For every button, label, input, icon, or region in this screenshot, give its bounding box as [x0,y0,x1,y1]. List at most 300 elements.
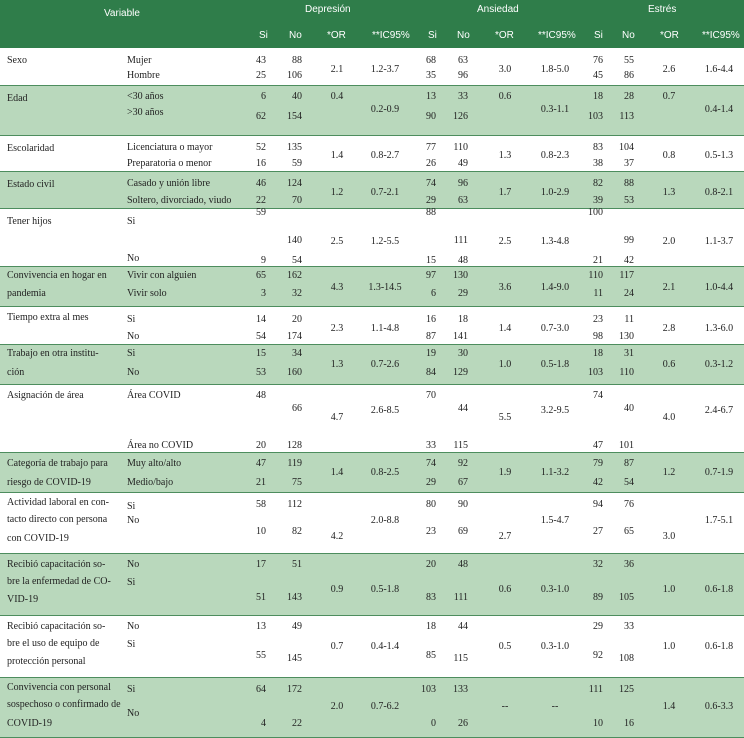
str-si-value: 10 [593,718,603,729]
row-variable-label: sospechoso o confirmado de [7,699,121,710]
str-si-value: 76 [593,55,603,66]
str-no-value: 88 [624,178,634,189]
table-row [0,172,744,209]
str-si-value: 47 [593,440,603,451]
anx-ic-value: 0.3-1.0 [540,641,570,652]
row-variable-label: Asignación de área [7,390,84,401]
anx-or-value: 1.3 [498,150,512,161]
dep-ic-value: 0.4-1.4 [370,641,400,652]
row-category-label: Hombre [127,70,160,81]
anx-si-value: 13 [426,91,436,102]
anx-no-value: 29 [458,288,468,299]
str-or-value: 2.6 [662,64,676,75]
anx-si-value: 88 [426,207,436,218]
anx-or-value: -- [501,701,509,712]
anx-or-value: 0.6 [498,91,512,102]
row-variable-label: Edad [7,93,28,104]
str-no-value: 113 [619,111,634,122]
str-or-value: 2.0 [662,236,676,247]
str-ic-value: 2.4-6.7 [704,405,734,416]
str-ic-value: 1.0-4.4 [704,282,734,293]
anx-ic-value: 1.4-9.0 [540,282,570,293]
row-variable-label: Categoría de trabajo para [7,458,108,469]
dep-ic-value: 2.6-8.5 [370,405,400,416]
str-si-value: 82 [593,178,603,189]
str-no-value: 36 [624,559,634,570]
header-group-estres: Estrés [648,4,677,15]
dep-si-value: 53 [256,367,266,378]
str-si-value: 110 [588,270,603,281]
str-or-value: 1.0 [662,641,676,652]
dep-no-value: 128 [287,440,302,451]
str-si-value: 92 [593,650,603,661]
str-no-value: 76 [624,499,634,510]
dep-or-value: 1.4 [330,467,344,478]
row-variable-label: ción [7,367,25,378]
str-si-value: 94 [593,499,603,510]
table-header [0,0,744,48]
row-variable-label: tacto directo con persona [7,514,108,525]
table-row [0,453,744,493]
dep-no-value: 34 [292,348,302,359]
dep-no-value: 66 [292,403,302,414]
dep-no-value: 145 [287,653,302,664]
anx-no-value: 141 [453,331,468,342]
row-variable-label: Sexo [7,55,27,66]
dep-si-value: 64 [256,684,266,695]
str-no-value: 117 [619,270,634,281]
row-variable-label: Recibió capacitación so- [7,559,106,570]
str-ic-value: 1.3-6.0 [704,323,734,334]
anx-no-value: 110 [453,142,468,153]
dep-si-value: 25 [256,70,266,81]
anx-no-value: 96 [458,70,468,81]
anx-ic-value: 1.0-2.9 [540,187,570,198]
dep-si-value: 13 [256,621,266,632]
row-category-label: Si [127,639,136,650]
dep-ic-value: 1.2-5.5 [370,236,400,247]
str-no-value: 105 [619,592,634,603]
str-ic-value: 0.6-1.8 [704,584,734,595]
dep-no-value: 112 [287,499,302,510]
row-category-label: No [127,367,140,378]
anx-ic-value: 0.8-2.3 [540,150,570,161]
str-si-value: 23 [593,314,603,325]
table-row [0,385,744,453]
row-category-label: Soltero, divorciado, viudo [127,195,232,206]
str-or-value: 1.2 [662,467,676,478]
row-variable-label: Tiempo extra al mes [7,312,89,323]
anx-si-value: 33 [426,440,436,451]
dep-ic-value: 0.5-1.8 [370,584,400,595]
dep-no-value: 106 [287,70,302,81]
str-or-value: 3.0 [662,531,676,542]
dep-or-value: 0.7 [330,641,344,652]
anx-or-value: 0.5 [498,641,512,652]
dep-si-value: 15 [256,348,266,359]
anx-no-value: 115 [453,653,468,664]
row-category-label: Vivir solo [127,288,167,299]
dep-si-value: 4 [261,718,266,729]
dep-ic-value: 0.7-6.2 [370,701,400,712]
str-si-value: 21 [593,255,603,266]
anx-no-value: 33 [458,91,468,102]
dep-si-value: 55 [256,650,266,661]
anx-no-value: 90 [458,499,468,510]
row-category-label: No [127,515,140,526]
row-category-label: Vivir con alguien [127,270,197,281]
str-si-value: 98 [593,331,603,342]
anx-si-value: 83 [426,592,436,603]
str-no-value: 104 [619,142,634,153]
str-no-value: 53 [624,195,634,206]
dep-si-value: 43 [256,55,266,66]
str-ic-value: 0.8-2.1 [704,187,734,198]
str-ic-value: 0.6-1.8 [704,641,734,652]
str-no-value: 86 [624,70,634,81]
row-category-label: Si [127,348,136,359]
dep-no-value: 143 [287,592,302,603]
anx-no-value: 92 [458,458,468,469]
str-si-value: 103 [588,111,603,122]
anx-si-value: 85 [426,650,436,661]
str-or-value: 2.1 [662,282,676,293]
header-dep-or: *OR [327,30,346,41]
anx-si-value: 16 [426,314,436,325]
str-si-value: 11 [593,288,603,299]
dep-si-value: 9 [261,255,266,266]
dep-ic-value: 1.3-14.5 [368,282,402,293]
anx-si-value: 35 [426,70,436,81]
table-row [0,209,744,267]
row-variable-label: riesgo de COVID-19 [7,477,91,488]
str-or-value: 2.8 [662,323,676,334]
anx-no-value: 30 [458,348,468,359]
row-category-label: No [127,708,140,719]
dep-ic-value: 0.2-0.9 [370,104,400,115]
dep-si-value: 46 [256,178,266,189]
row-category-label: <30 años [127,91,164,102]
str-no-value: 11 [624,314,634,325]
row-category-label: Si [127,684,136,695]
anx-ic-value: -- [551,701,559,712]
dep-no-value: 82 [292,526,302,537]
dep-no-value: 124 [287,178,302,189]
header-str-ic: **IC95% [702,30,740,41]
anx-si-value: 29 [426,195,436,206]
row-variable-label: Actividad laboral en con- [7,497,109,508]
anx-no-value: 67 [458,477,468,488]
dep-no-value: 119 [287,458,302,469]
row-variable-label: pandemia [7,288,46,299]
str-ic-value: 1.6-4.4 [704,64,734,75]
anx-si-value: 70 [426,390,436,401]
str-si-value: 18 [593,91,603,102]
dep-no-value: 40 [292,91,302,102]
dep-or-value: 1.2 [330,187,344,198]
str-no-value: 110 [619,367,634,378]
str-no-value: 37 [624,158,634,169]
str-si-value: 18 [593,348,603,359]
table-row [0,493,744,554]
anx-ic-value: 1.8-5.0 [540,64,570,75]
dep-si-value: 54 [256,331,266,342]
str-no-value: 16 [624,718,634,729]
anx-or-value: 3.6 [498,282,512,293]
row-variable-label: Convivencia con personal [7,682,111,693]
row-category-label: No [127,331,140,342]
dep-si-value: 48 [256,390,266,401]
anx-or-value: 2.5 [498,236,512,247]
str-si-value: 83 [593,142,603,153]
header-variable: Variable [104,8,140,19]
anx-no-value: 133 [453,684,468,695]
row-variable-label: protección personal [7,656,86,667]
dep-no-value: 162 [287,270,302,281]
anx-si-value: 80 [426,499,436,510]
anx-no-value: 126 [453,111,468,122]
row-variable-label: bre el uso de equipo de [7,638,100,649]
dep-no-value: 51 [292,559,302,570]
dep-si-value: 47 [256,458,266,469]
dep-si-value: 51 [256,592,266,603]
anx-or-value: 2.7 [498,531,512,542]
dep-no-value: 20 [292,314,302,325]
str-no-value: 33 [624,621,634,632]
dep-ic-value: 1.1-4.8 [370,323,400,334]
row-variable-label: Tener hijos [7,216,52,227]
row-variable-label: Estado civil [7,179,55,190]
str-si-value: 74 [593,390,603,401]
anx-si-value: 0 [431,718,436,729]
dep-or-value: 4.7 [330,412,344,423]
str-si-value: 38 [593,158,603,169]
dep-or-value: 2.3 [330,323,344,334]
dep-no-value: 70 [292,195,302,206]
dep-or-value: 1.3 [330,359,344,370]
anx-ic-value: 1.1-3.2 [540,467,570,478]
anx-no-value: 63 [458,55,468,66]
dep-or-value: 4.2 [330,531,344,542]
row-category-label: No [127,253,140,264]
row-category-label: Mujer [127,55,152,66]
anx-ic-value: 1.5-4.7 [540,515,570,526]
dep-no-value: 54 [292,255,302,266]
dep-no-value: 140 [287,235,302,246]
anx-ic-value: 3.2-9.5 [540,405,570,416]
dep-no-value: 59 [292,158,302,169]
str-or-value: 1.0 [662,584,676,595]
row-category-label: >30 años [127,107,164,118]
str-si-value: 32 [593,559,603,570]
str-si-value: 42 [593,477,603,488]
table-row [0,307,744,345]
str-si-value: 45 [593,70,603,81]
str-si-value: 103 [588,367,603,378]
dep-no-value: 49 [292,621,302,632]
anx-si-value: 18 [426,621,436,632]
str-no-value: 108 [619,653,634,664]
header-dep-ic: **IC95% [372,30,410,41]
dep-si-value: 17 [256,559,266,570]
row-variable-label: Recibió capacitación so- [7,621,106,632]
anx-si-value: 20 [426,559,436,570]
str-ic-value: 0.4-1.4 [704,104,734,115]
dep-no-value: 135 [287,142,302,153]
dep-si-value: 3 [261,288,266,299]
str-si-value: 79 [593,458,603,469]
dep-si-value: 22 [256,195,266,206]
anx-or-value: 5.5 [498,412,512,423]
str-or-value: 4.0 [662,412,676,423]
anx-or-value: 0.6 [498,584,512,595]
row-category-label: Área no COVID [127,440,194,451]
row-category-label: Si [127,216,136,227]
row-category-label: Licenciatura o mayor [127,142,213,153]
str-ic-value: 0.6-3.3 [704,701,734,712]
row-variable-label: COVID-19 [7,718,52,729]
anx-si-value: 68 [426,55,436,66]
dep-or-value: 2.5 [330,236,344,247]
str-or-value: 0.6 [662,359,676,370]
str-no-value: 28 [624,91,634,102]
str-no-value: 130 [619,331,634,342]
anx-no-value: 44 [458,621,468,632]
row-variable-label: bre la enfermedad de CO- [7,576,111,587]
dep-no-value: 160 [287,367,302,378]
str-ic-value: 1.1-3.7 [704,236,734,247]
dep-or-value: 4.3 [330,282,344,293]
anx-si-value: 84 [426,367,436,378]
header-anx-si: Si [428,30,437,41]
str-no-value: 31 [624,348,634,359]
dep-si-value: 21 [256,477,266,488]
row-category-label: Muy alto/alto [127,458,182,469]
str-si-value: 100 [588,207,603,218]
anx-si-value: 23 [426,526,436,537]
anx-no-value: 26 [458,718,468,729]
str-si-value: 27 [593,526,603,537]
header-dep-no: No [289,30,302,41]
str-no-value: 101 [619,440,634,451]
str-no-value: 87 [624,458,634,469]
dep-si-value: 65 [256,270,266,281]
str-no-value: 125 [619,684,634,695]
row-category-label: Si [127,501,136,512]
str-or-value: 0.8 [662,150,676,161]
table-row [0,86,744,136]
dep-no-value: 154 [287,111,302,122]
dep-ic-value: 0.7-2.1 [370,187,400,198]
dep-no-value: 32 [292,288,302,299]
str-si-value: 89 [593,592,603,603]
str-no-value: 24 [624,288,634,299]
row-variable-label: Escolaridad [7,143,55,154]
anx-si-value: 19 [426,348,436,359]
dep-si-value: 59 [256,207,266,218]
anx-si-value: 90 [426,111,436,122]
dep-si-value: 16 [256,158,266,169]
anx-no-value: 115 [453,440,468,451]
anx-ic-value: 0.3-1.1 [540,104,570,115]
dep-no-value: 22 [292,718,302,729]
dep-no-value: 174 [287,331,302,342]
str-ic-value: 0.3-1.2 [704,359,734,370]
dep-no-value: 172 [287,684,302,695]
anx-si-value: 6 [431,288,436,299]
dep-ic-value: 0.8-2.7 [370,150,400,161]
anx-si-value: 29 [426,477,436,488]
row-category-label: Preparatoria o menor [127,158,212,169]
dep-or-value: 1.4 [330,150,344,161]
row-variable-label: con COVID-19 [7,533,69,544]
anx-no-value: 44 [458,403,468,414]
row-variable-label: Convivencia en hogar en [7,270,107,281]
str-no-value: 40 [624,403,634,414]
anx-or-value: 1.4 [498,323,512,334]
anx-no-value: 111 [453,235,468,246]
row-category-label: No [127,559,140,570]
row-category-label: Si [127,314,136,325]
str-or-value: 1.3 [662,187,676,198]
anx-si-value: 87 [426,331,436,342]
dep-ic-value: 0.8-2.5 [370,467,400,478]
str-ic-value: 0.7-1.9 [704,467,734,478]
anx-no-value: 63 [458,195,468,206]
dep-si-value: 52 [256,142,266,153]
row-category-label: No [127,621,140,632]
dep-si-value: 6 [261,91,266,102]
header-anx-or: *OR [495,30,514,41]
row-category-label: Medio/bajo [127,477,174,488]
anx-no-value: 49 [458,158,468,169]
header-dep-si: Si [259,30,268,41]
row-category-label: Área COVID [127,390,181,401]
row-variable-label: VID-19 [7,594,39,605]
anx-no-value: 48 [458,559,468,570]
str-no-value: 55 [624,55,634,66]
dep-ic-value: 1.2-3.7 [370,64,400,75]
anx-no-value: 96 [458,178,468,189]
anx-no-value: 48 [458,255,468,266]
header-str-si: Si [594,30,603,41]
dep-or-value: 2.0 [330,701,344,712]
str-ic-value: 1.7-5.1 [704,515,734,526]
dep-or-value: 2.1 [330,64,344,75]
anx-ic-value: 0.5-1.8 [540,359,570,370]
anx-si-value: 97 [426,270,436,281]
row-category-label: Si [127,577,136,588]
anx-no-value: 18 [458,314,468,325]
header-group-depresion: Depresión [305,4,351,15]
anx-or-value: 1.9 [498,467,512,478]
dep-no-value: 88 [292,55,302,66]
dep-or-value: 0.4 [330,91,344,102]
anx-si-value: 103 [421,684,436,695]
anx-or-value: 3.0 [498,64,512,75]
str-si-value: 111 [588,684,603,695]
dep-si-value: 14 [256,314,266,325]
str-no-value: 54 [624,477,634,488]
row-variable-label: Trabajo en otra institu- [7,348,99,359]
str-si-value: 39 [593,195,603,206]
dep-si-value: 58 [256,499,266,510]
table-row [0,48,744,86]
anx-ic-value: 1.3-4.8 [540,236,570,247]
str-no-value: 42 [624,255,634,266]
anx-no-value: 111 [453,592,468,603]
dep-si-value: 20 [256,440,266,451]
